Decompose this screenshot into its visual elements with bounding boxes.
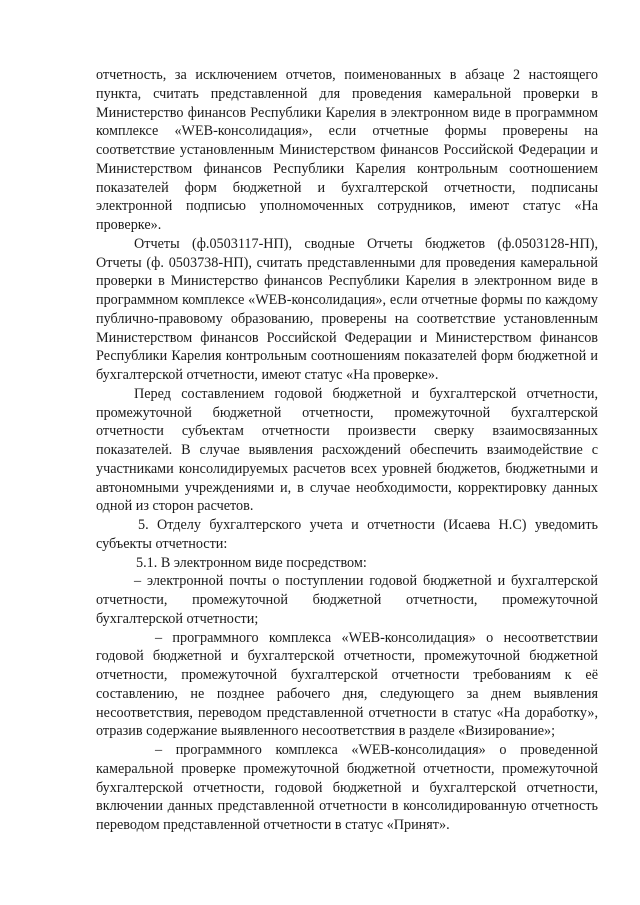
bullet-web-accepted: – программного комплекса «WEB-консолидация» о проведенной камеральной проверке промежуточной бюджетной отчетности, промежуточной бухгалтерской отчетности, годовой бюджетной и бухгалтерской отчетности, включении данных представленной отчетности в консолидированную отчетность переводом представленной отчетности в статус «Принят». bbox=[96, 742, 598, 833]
bullet-web-nonconformity: – программного комплекса «WEB-консолидация» о несоответствии годовой бюджетной и бухгалтерской отчетности, промежуточной бюджетной отчетности, промежуточной бухгалтерской отчетности требованиям к её составлению, не позднее рабочего дня, следующего за днем выявления несоответствия, переводом представленной отчетности в статус «На доработку», отразив содержание выявленного несоответствия в разделе «Визирование»; bbox=[96, 629, 598, 740]
clause-5: 5. Отделу бухгалтерского учета и отчетности (Исаева Н.С) уведомить субъекты отчетности: bbox=[96, 517, 598, 552]
paragraph-continuation: отчетность, за исключением отчетов, поименованных в абзаце 2 настоящего пункта, считать представленной для проведения камеральной проверки в Министерство финансов Республики Карелия в электронном виде в программном комплексе «WEB-консолидация», если отчетные формы проверены на соответствие установленным Министерством финансов Российской Федерации и Министерством финансов Республики Карелия контрольным соотношением показателей форм бюджетной и бухгалтерской отчетности, подписаны электронной подписью уполномоченных сотрудников, имеют статус «На проверке». bbox=[96, 67, 598, 233]
paragraph-reports: Отчеты (ф.0503117-НП), сводные Отчеты бюджетов (ф.0503128-НП), Отчеты (ф. 0503738-НП), считать представленными для проведения камеральной проверки в Министерство финансов Республики Карелия в электронном виде в программном комплексе «WEB-консолидация», если отчетные формы по каждому публично-правовому образованию, проверены на соответствие установленным Министерством финансов Российской Федерации и Министерством финансов Республики Карелия контрольным соотношениям показателей форм бюджетной и бухгалтерской отчетности, имеют статус «На проверке». bbox=[96, 235, 598, 383]
clause-5-1: 5.1. В электронном виде посредством: bbox=[136, 554, 367, 571]
document-page bbox=[96, 66, 598, 835]
bullet-email: – электронной почты о поступлении годовой бюджетной и бухгалтерской отчетности, промежуточной бюджетной отчетности, промежуточной бухгалтерской отчетности; bbox=[96, 573, 598, 627]
paragraph-reconciliation: Перед составлением годовой бюджетной и бухгалтерской отчетности, промежуточной бюджетной отчетности, промежуточной бухгалтерской отчетности субъектам отчетности произвести сверку взаимосвязанных показателей. В случае выявления расхождений обеспечить взаимодействие с участниками консолидируемых расчетов всех уровней бюджетов, бюджетными и автономными учреждениями и, в случае необходимости, корректировку данных одной из сторон расчетов. bbox=[96, 385, 598, 515]
